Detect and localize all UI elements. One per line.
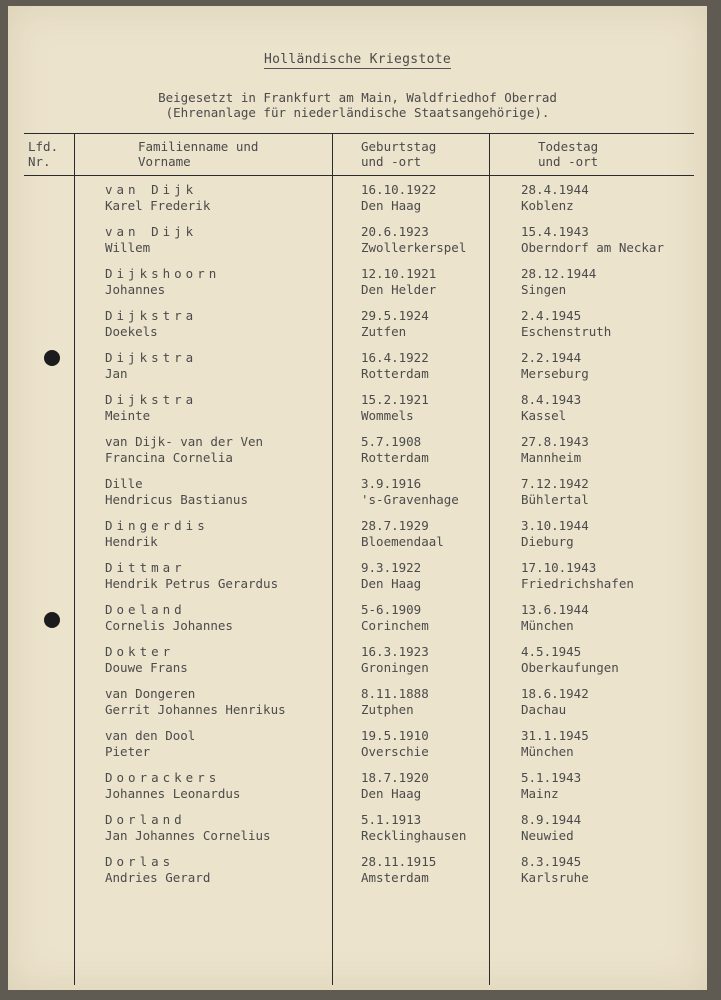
table-row — [8, 434, 707, 468]
document-page — [8, 6, 707, 990]
table-row — [8, 392, 707, 426]
surname: Dittmar — [105, 560, 186, 575]
given-name: Willem — [105, 240, 151, 255]
table-row — [8, 308, 707, 342]
death-date: 8.9.1944 — [521, 812, 582, 827]
surname: Dijkstra — [105, 350, 198, 365]
birth-place: Zwollerkerspel — [361, 240, 467, 255]
death-date: 8.3.1945 — [521, 854, 582, 869]
birth-place: Wommels — [361, 408, 414, 423]
death-place: Eschenstruth — [521, 324, 612, 339]
table-row — [8, 728, 707, 762]
death-place: München — [521, 618, 574, 633]
given-name: Meinte — [105, 408, 151, 423]
birth-place: Corinchem — [361, 618, 429, 633]
surname: Doorackers — [105, 770, 221, 785]
death-date: 8.4.1943 — [521, 392, 582, 407]
death-date: 7.12.1942 — [521, 476, 589, 491]
death-place: Mannheim — [521, 450, 582, 465]
table-top-rule — [24, 133, 694, 134]
header-nr: Lfd. Nr. — [28, 139, 59, 169]
given-name: Andries Gerard — [105, 870, 211, 885]
death-place: Oberndorf am Neckar — [521, 240, 664, 255]
document-title: Holländische Kriegstote — [264, 52, 451, 67]
surname: Dijkstra — [105, 392, 198, 407]
given-name: Jan — [105, 366, 128, 381]
death-date: 28.4.1944 — [521, 182, 589, 197]
table-row — [8, 182, 707, 216]
surname: Doeland — [105, 602, 186, 617]
death-date: 17.10.1943 — [521, 560, 597, 575]
table-row — [8, 770, 707, 804]
given-name: Douwe Frans — [105, 660, 188, 675]
death-date: 31.1.1945 — [521, 728, 589, 743]
birth-place: 's-Gravenhage — [361, 492, 459, 507]
birth-place: Den Haag — [361, 786, 422, 801]
table-row — [8, 266, 707, 300]
subtitle-line-2: (Ehrenanlage für niederländische Staatsangehörige). — [165, 105, 550, 120]
death-date: 15.4.1943 — [521, 224, 589, 239]
surname: Dijkstra — [105, 308, 198, 323]
given-name: Karel Frederik — [105, 198, 211, 213]
birth-date: 5.1.1913 — [361, 812, 422, 827]
birth-date: 15.2.1921 — [361, 392, 429, 407]
given-name: Hendrik — [105, 534, 158, 549]
given-name: Doekels — [105, 324, 158, 339]
surname: Dingerdis — [105, 518, 209, 533]
death-place: München — [521, 744, 574, 759]
surname: Dorland — [105, 812, 186, 827]
birth-date: 28.11.1915 — [361, 854, 437, 869]
subtitle-line-1: Beigesetzt in Frankfurt am Main, Waldfriedhof Oberrad — [158, 90, 557, 105]
given-name: Hendrik Petrus Gerardus — [105, 576, 279, 591]
death-date: 27.8.1943 — [521, 434, 589, 449]
birth-date: 28.7.1929 — [361, 518, 429, 533]
death-date: 4.5.1945 — [521, 644, 582, 659]
given-name: Cornelis Johannes — [105, 618, 233, 633]
given-name: Gerrit Johannes Henrikus — [105, 702, 286, 717]
birth-place: Zutfen — [361, 324, 407, 339]
birth-place: Recklinghausen — [361, 828, 467, 843]
surname: van den Dool — [105, 728, 196, 743]
death-place: Dachau — [521, 702, 567, 717]
table-row — [8, 812, 707, 846]
given-name: Hendricus Bastianus — [105, 492, 248, 507]
death-place: Dieburg — [521, 534, 574, 549]
death-place: Merseburg — [521, 366, 589, 381]
death-place: Neuwied — [521, 828, 574, 843]
death-date: 28.12.1944 — [521, 266, 597, 281]
header-death: Todestag und -ort — [538, 139, 599, 169]
table-row — [8, 686, 707, 720]
death-place: Karlsruhe — [521, 870, 589, 885]
table-row — [8, 476, 707, 510]
birth-date: 18.7.1920 — [361, 770, 429, 785]
birth-date: 9.3.1922 — [361, 560, 422, 575]
birth-date: 3.9.1916 — [361, 476, 422, 491]
table-row — [8, 350, 707, 384]
death-place: Kassel — [521, 408, 567, 423]
death-place: Friedrichshafen — [521, 576, 634, 591]
surname: van Dijk — [105, 182, 198, 197]
death-date: 3.10.1944 — [521, 518, 589, 533]
birth-place: Den Helder — [361, 282, 437, 297]
death-place: Bühlertal — [521, 492, 589, 507]
header-birth: Geburtstag und -ort — [361, 139, 437, 169]
death-place: Mainz — [521, 786, 559, 801]
birth-place: Bloemendaal — [361, 534, 444, 549]
death-place: Singen — [521, 282, 567, 297]
surname: Dokter — [105, 644, 175, 659]
death-date: 13.6.1944 — [521, 602, 589, 617]
birth-place: Zutphen — [361, 702, 414, 717]
death-place: Koblenz — [521, 198, 574, 213]
table-row — [8, 854, 707, 888]
birth-date: 12.10.1921 — [361, 266, 437, 281]
given-name: Johannes Leonardus — [105, 786, 241, 801]
table-row — [8, 224, 707, 258]
birth-date: 8.11.1888 — [361, 686, 429, 701]
birth-date: 19.5.1910 — [361, 728, 429, 743]
given-name: Jan Johannes Cornelius — [105, 828, 271, 843]
table-row — [8, 602, 707, 636]
birth-place: Groningen — [361, 660, 429, 675]
birth-place: Rotterdam — [361, 366, 429, 381]
header-name: Familienname und Vorname — [138, 139, 259, 169]
birth-date: 16.4.1922 — [361, 350, 429, 365]
birth-place: Den Haag — [361, 198, 422, 213]
birth-date: 5.7.1908 — [361, 434, 422, 449]
given-name: Johannes — [105, 282, 166, 297]
death-place: Oberkaufungen — [521, 660, 619, 675]
birth-date: 20.6.1923 — [361, 224, 429, 239]
death-date: 18.6.1942 — [521, 686, 589, 701]
surname: Dijkshoorn — [105, 266, 221, 281]
surname: van Dijk — [105, 224, 198, 239]
surname: Dorlas — [105, 854, 175, 869]
birth-place: Overschie — [361, 744, 429, 759]
given-name: Pieter — [105, 744, 151, 759]
surname: van Dongeren — [105, 686, 196, 701]
birth-date: 16.10.1922 — [361, 182, 437, 197]
document-subtitle — [8, 90, 707, 120]
table-header-rule — [24, 175, 694, 176]
death-date: 2.2.1944 — [521, 350, 582, 365]
birth-place: Amsterdam — [361, 870, 429, 885]
death-date: 2.4.1945 — [521, 308, 582, 323]
birth-date: 5-6.1909 — [361, 602, 422, 617]
table-row — [8, 644, 707, 678]
death-date: 5.1.1943 — [521, 770, 582, 785]
birth-date: 29.5.1924 — [361, 308, 429, 323]
birth-place: Den Haag — [361, 576, 422, 591]
given-name: Francina Cornelia — [105, 450, 233, 465]
birth-date: 16.3.1923 — [361, 644, 429, 659]
table-row — [8, 560, 707, 594]
surname: van Dijk- van der Ven — [105, 434, 264, 449]
birth-place: Rotterdam — [361, 450, 429, 465]
surname: Dille — [105, 476, 143, 491]
table-row — [8, 518, 707, 552]
